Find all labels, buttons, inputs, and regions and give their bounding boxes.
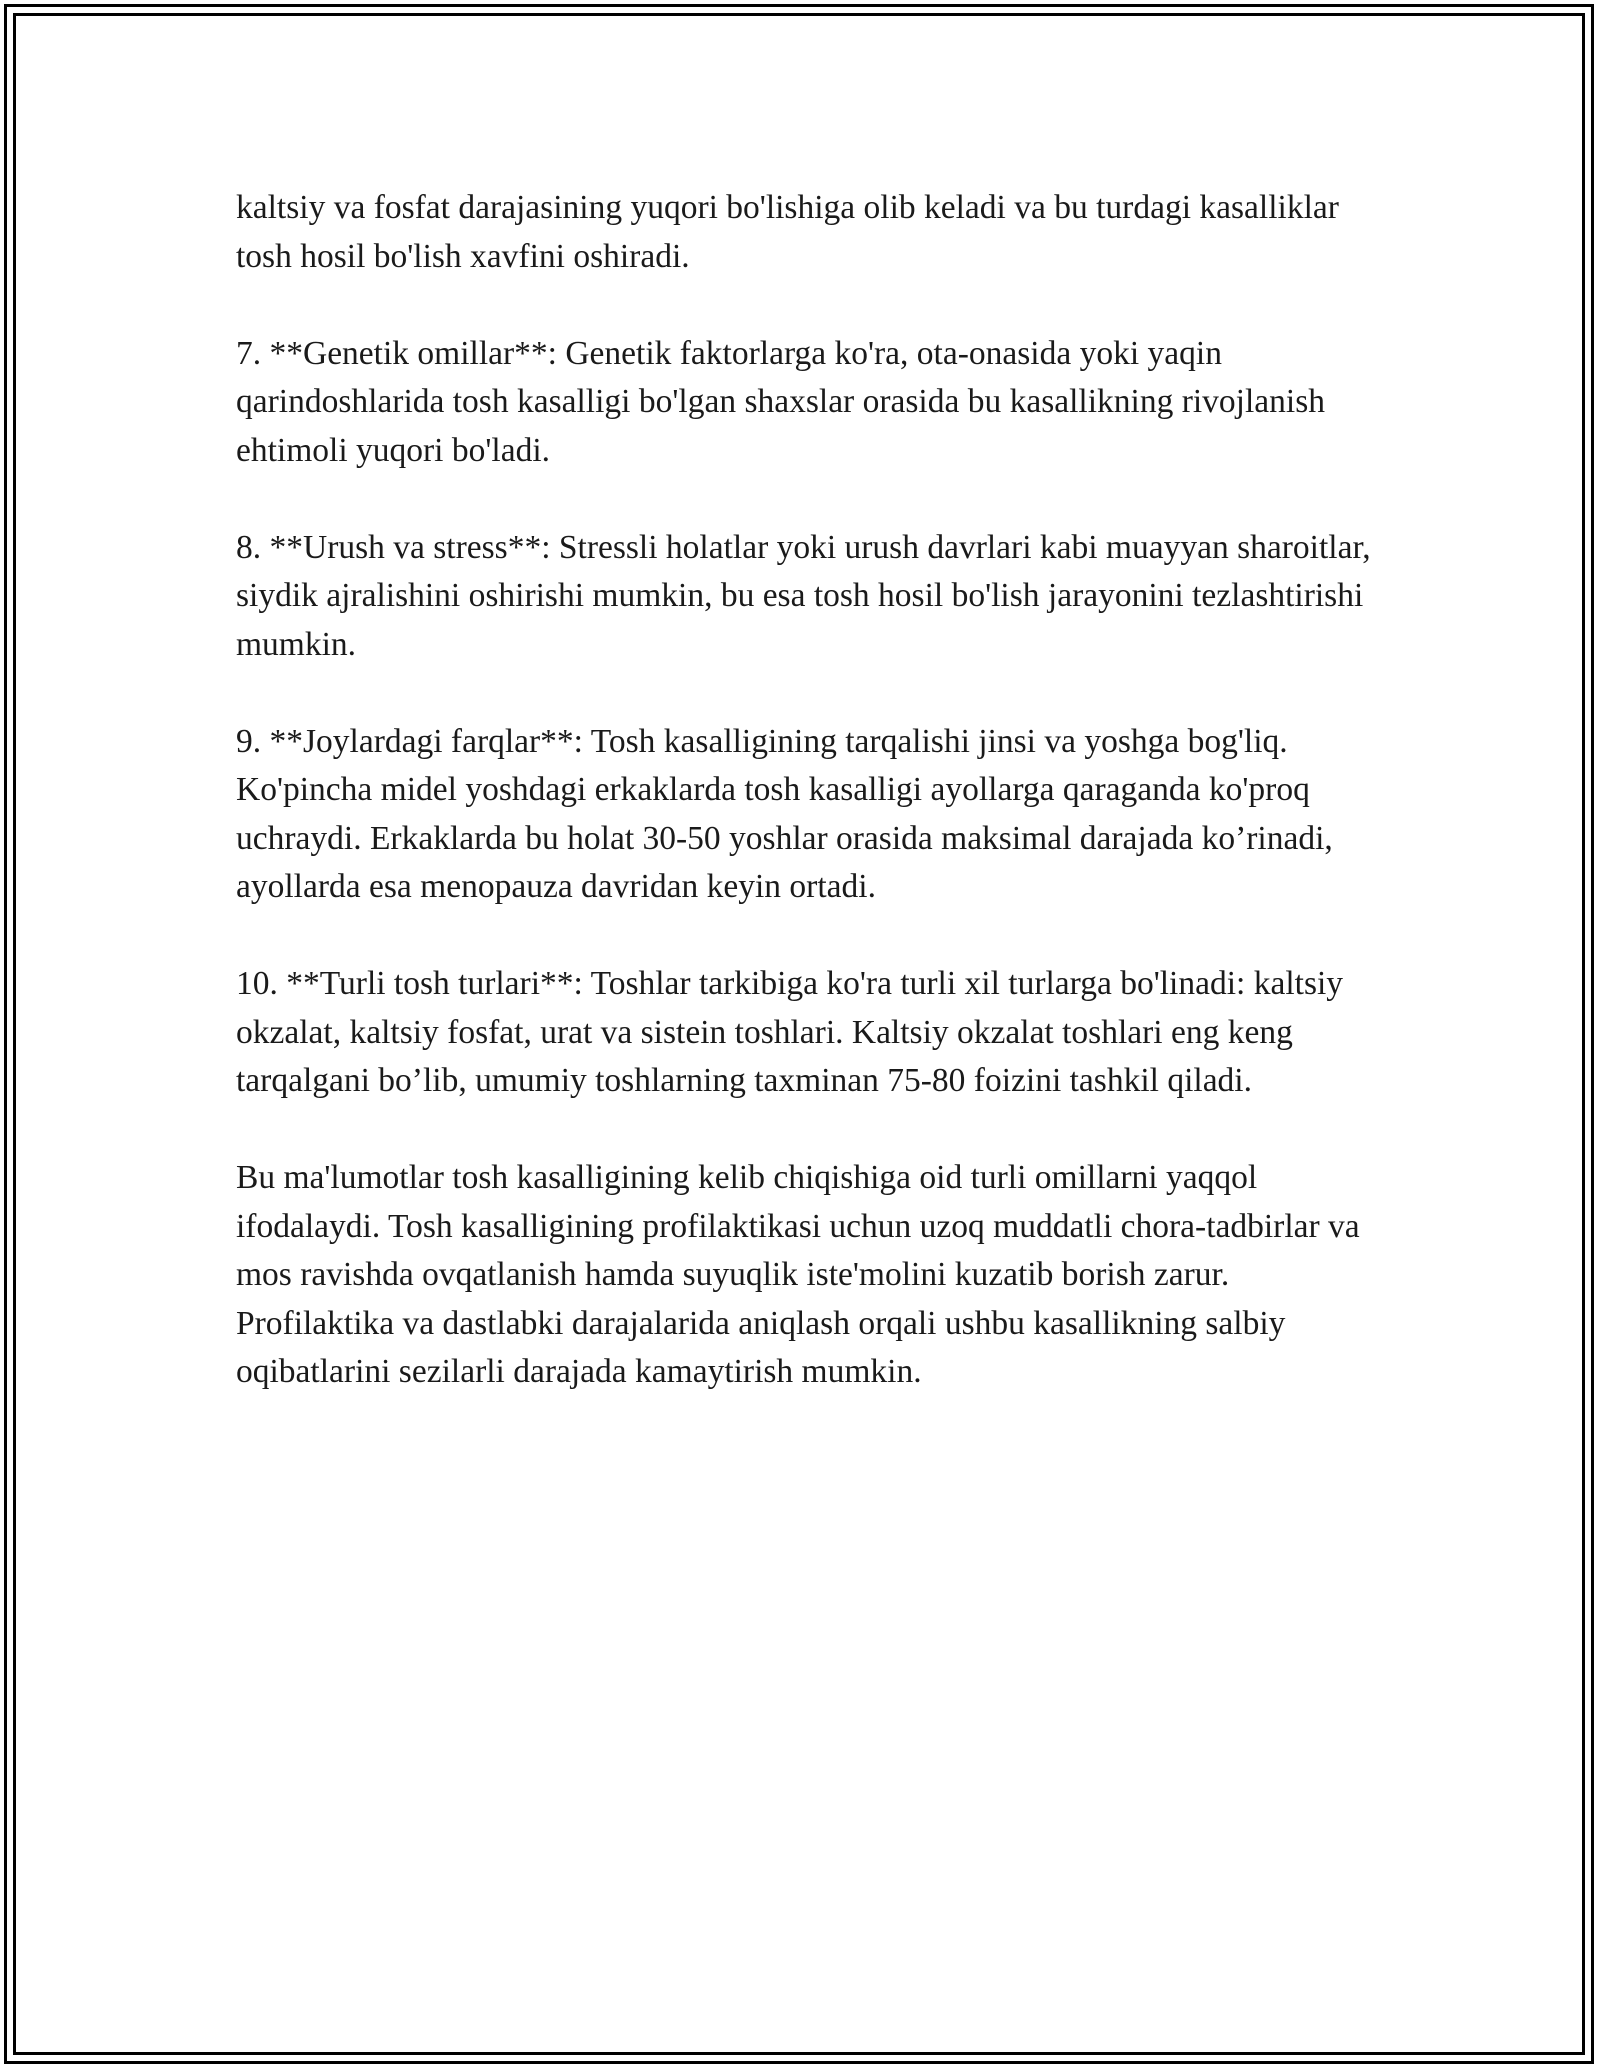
paragraph-conclusion: Bu ma'lumotlar tosh kasalligining kelib chiqishiga oid turli omillarni yaqqol ifodalaydi. Tosh kasalligining profilaktikasi uchun uzoq muddatli chora-tadbirlar va mos ravishda ovqatlanish hamda suyuqlik iste'molini kuzatib borish zarur. Profilaktika va dastlabki darajalarida aniqlash orqali ushbu kasallikning salbiy oqibatlarini sezilarli darajada kamaytirish mumkin. [236,1159,1360,1390]
paragraph-continuation: kaltsiy va fosfat darajasining yuqori bo'lishiga olib keladi va bu turdagi kasalliklar tosh hosil bo'lish xavfini oshiradi. [236,189,1339,275]
paragraph-regional-differences: 9. **Joylardagi farqlar**: Tosh kasalligining tarqalishi jinsi va yoshga bog'liq. Ko'pincha midel yoshdagi erkaklarda tosh kasalligi ayollarga qaraganda ko'proq uchraydi. Erkaklarda bu holat 30-50 yoshlar orasida maksimal darajada ko’rinadi, ayollarda esa menopauza davridan keyin ortadi. [236,722,1333,905]
paragraph-stone-types: 10. **Turli tosh turlari**: Toshlar tarkibiga ko'ra turli xil turlarga bo'linadi: kaltsiy okzalat, kaltsiy fosfat, urat va sistein toshlari. Kaltsiy okzalat toshlari eng keng tarqalgani bo’lib, umumiy toshlarning taxminan 75-80 foizini tashkil qiladi. [236,965,1344,1099]
document-body [236,184,1376,1445]
paragraph-war-and-stress: 8. **Urush va stress**: Stressli holatlar yoki urush davrlari kabi muayyan sharoitlar, siydik ajralishini oshirishi mumkin, bu esa tosh hosil bo'lish jarayonini tezlashtirishi mumkin. [236,528,1371,663]
paragraph-genetic-factors: 7. **Genetik omillar**: Genetik faktorlarga ko'ra, ota-onasida yoki yaqin qarindoshlarida tosh kasalligi bo'lgan shaxslar orasida bu kasallikning rivojlanish ehtimoli yuqori bo'ladi. [236,334,1325,469]
